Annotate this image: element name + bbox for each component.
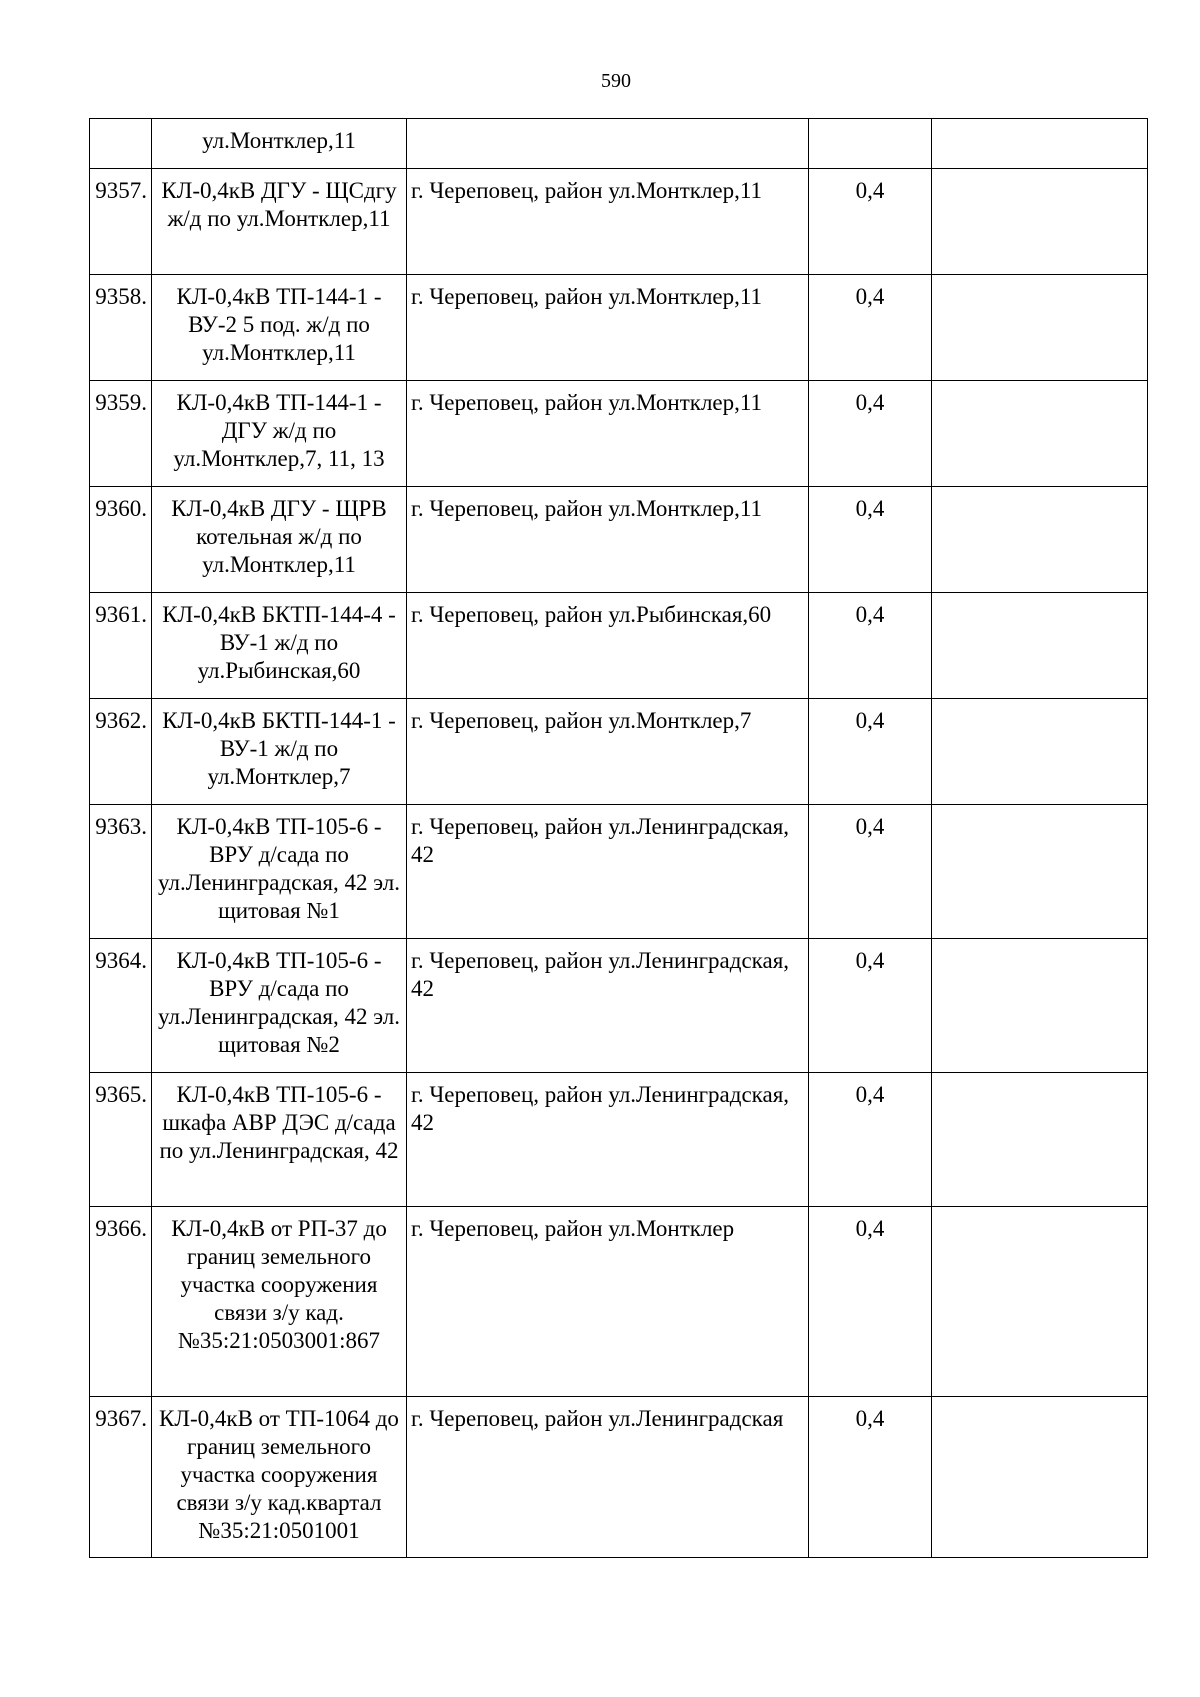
table-row bbox=[90, 381, 1148, 487]
line-name-cell: КЛ-0,4кВ ТП-105-6 - ВРУ д/сада по ул.Ленинградская, 42 эл. щитовая №2 bbox=[152, 939, 407, 1073]
empty-cell bbox=[932, 1207, 1148, 1397]
address-cell: г. Череповец, район ул.Монтклер bbox=[407, 1207, 809, 1397]
row-number-cell: 9360. bbox=[90, 487, 152, 593]
registry-table bbox=[89, 118, 1148, 1558]
address-cell: г. Череповец, район ул.Рыбинская,60 bbox=[407, 593, 809, 699]
line-name-cell: КЛ-0,4кВ ТП-144-1 - ВУ-2 5 под. ж/д по ул.Монтклер,11 bbox=[152, 275, 407, 381]
address-cell: г. Череповец, район ул.Ленинградская, 42 bbox=[407, 1073, 809, 1207]
empty-cell bbox=[932, 805, 1148, 939]
row-number-cell: 9367. bbox=[90, 1397, 152, 1558]
line-name-cell: КЛ-0,4кВ ТП-105-6 - ВРУ д/сада по ул.Ленинградская, 42 эл. щитовая №1 bbox=[152, 805, 407, 939]
empty-cell bbox=[932, 169, 1148, 275]
empty-cell bbox=[932, 1073, 1148, 1207]
table-row bbox=[90, 1397, 1148, 1558]
address-cell: г. Череповец, район ул.Монтклер,11 bbox=[407, 487, 809, 593]
address-cell: г. Череповец, район ул.Монтклер,7 bbox=[407, 699, 809, 805]
table-row bbox=[90, 169, 1148, 275]
table-row bbox=[90, 939, 1148, 1073]
line-name-cell: КЛ-0,4кВ БКТП-144-4 - ВУ-1 ж/д по ул.Рыбинская,60 bbox=[152, 593, 407, 699]
line-name-cell: КЛ-0,4кВ ДГУ - ЩСдгу ж/д по ул.Монтклер,11 bbox=[152, 169, 407, 275]
line-name-cell: КЛ-0,4кВ от ТП-1064 до границ земельного участка сооружения связи з/у кад.квартал №35:21:0501001 bbox=[152, 1397, 407, 1558]
empty-cell bbox=[932, 275, 1148, 381]
address-cell bbox=[407, 119, 809, 169]
row-number-cell: 9358. bbox=[90, 275, 152, 381]
address-cell: г. Череповец, район ул.Монтклер,11 bbox=[407, 275, 809, 381]
table-row bbox=[90, 699, 1148, 805]
voltage-cell: 0,4 bbox=[809, 487, 932, 593]
table-row bbox=[90, 1073, 1148, 1207]
address-cell: г. Череповец, район ул.Монтклер,11 bbox=[407, 169, 809, 275]
voltage-cell: 0,4 bbox=[809, 169, 932, 275]
registry-table-body bbox=[90, 119, 1148, 1558]
row-number-cell: 9365. bbox=[90, 1073, 152, 1207]
empty-cell bbox=[932, 1397, 1148, 1558]
voltage-cell bbox=[809, 119, 932, 169]
line-name-cell: КЛ-0,4кВ от РП-37 до границ земельного участка сооружения связи з/у кад.№35:21:0503001:867 bbox=[152, 1207, 407, 1397]
voltage-cell: 0,4 bbox=[809, 699, 932, 805]
row-number-cell: 9366. bbox=[90, 1207, 152, 1397]
row-number-cell: 9363. bbox=[90, 805, 152, 939]
line-name-cell: КЛ-0,4кВ ДГУ - ЩРВ котельная ж/д по ул.Монтклер,11 bbox=[152, 487, 407, 593]
voltage-cell: 0,4 bbox=[809, 939, 932, 1073]
row-number-cell: 9361. bbox=[90, 593, 152, 699]
row-number-cell: 9362. bbox=[90, 699, 152, 805]
empty-cell bbox=[932, 381, 1148, 487]
line-name-cell: КЛ-0,4кВ ТП-144-1 - ДГУ ж/д по ул.Монтклер,7, 11, 13 bbox=[152, 381, 407, 487]
table-row bbox=[90, 805, 1148, 939]
voltage-cell: 0,4 bbox=[809, 1073, 932, 1207]
table-row bbox=[90, 593, 1148, 699]
page-number: 590 bbox=[601, 70, 631, 92]
line-name-cell: КЛ-0,4кВ ТП-105-6 - шкафа АВР ДЭС д/сада по ул.Ленинградская, 42 bbox=[152, 1073, 407, 1207]
row-number-cell: 9359. bbox=[90, 381, 152, 487]
row-number-cell bbox=[90, 119, 152, 169]
voltage-cell: 0,4 bbox=[809, 593, 932, 699]
line-name-cell: ул.Монтклер,11 bbox=[152, 119, 407, 169]
table-row bbox=[90, 275, 1148, 381]
row-number-cell: 9357. bbox=[90, 169, 152, 275]
voltage-cell: 0,4 bbox=[809, 381, 932, 487]
address-cell: г. Череповец, район ул.Ленинградская, 42 bbox=[407, 805, 809, 939]
voltage-cell: 0,4 bbox=[809, 805, 932, 939]
table-row bbox=[90, 119, 1148, 169]
voltage-cell: 0,4 bbox=[809, 275, 932, 381]
row-number-cell: 9364. bbox=[90, 939, 152, 1073]
voltage-cell: 0,4 bbox=[809, 1397, 932, 1558]
empty-cell bbox=[932, 593, 1148, 699]
address-cell: г. Череповец, район ул.Ленинградская bbox=[407, 1397, 809, 1558]
empty-cell bbox=[932, 487, 1148, 593]
line-name-cell: КЛ-0,4кВ БКТП-144-1 - ВУ-1 ж/д по ул.Монтклер,7 bbox=[152, 699, 407, 805]
empty-cell bbox=[932, 699, 1148, 805]
empty-cell bbox=[932, 119, 1148, 169]
table-row bbox=[90, 1207, 1148, 1397]
voltage-cell: 0,4 bbox=[809, 1207, 932, 1397]
address-cell: г. Череповец, район ул.Монтклер,11 bbox=[407, 381, 809, 487]
empty-cell bbox=[932, 939, 1148, 1073]
address-cell: г. Череповец, район ул.Ленинградская, 42 bbox=[407, 939, 809, 1073]
table-row bbox=[90, 487, 1148, 593]
